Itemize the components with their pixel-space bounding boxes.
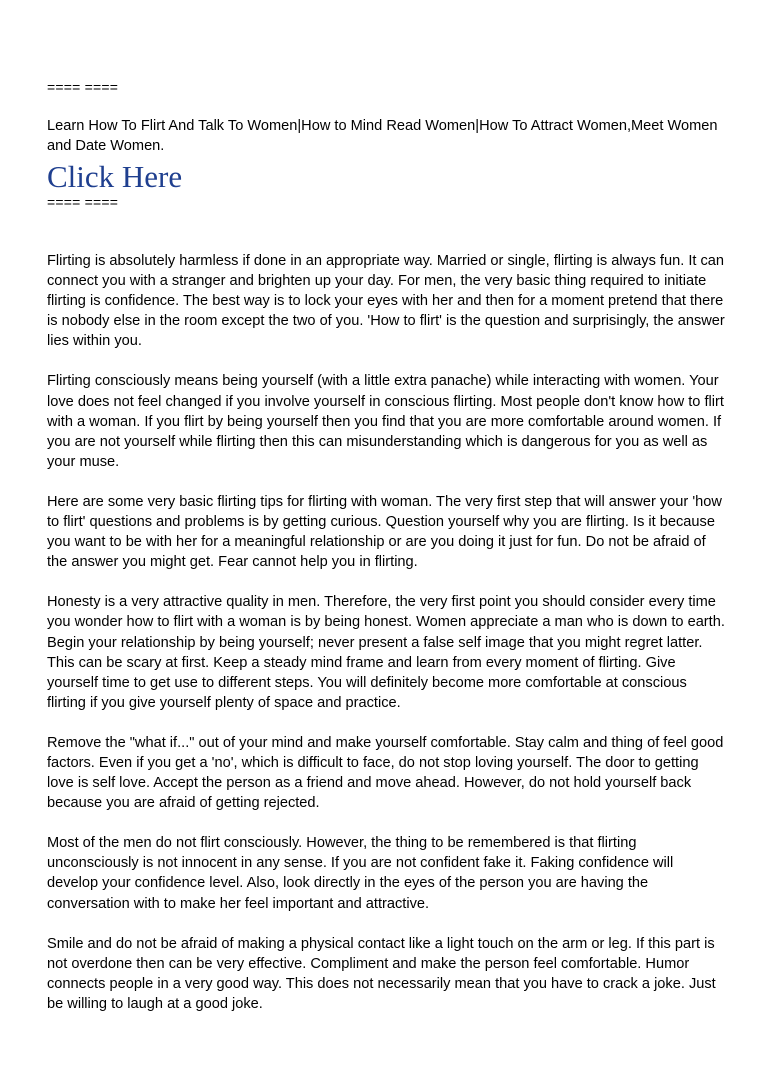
paragraph: Flirting consciously means being yourself (with a little extra panache) while interacting with women. Your love does not feel changed if you involve yourself in conscious flirting. Most people don't know how to flirt with a woman. If you flirt by being yourself then you find that you are more comfortable around women. If you are not yourself while flirting then this can misunderstanding which is dangerous for you as well as your muse. <box>47 373 724 470</box>
paragraph: Remove the "what if..." out of your mind and make yourself comfortable. Stay calm and thing of feel good factors. Even if you get a 'no', which is difficult to face, do not stop loving yourself. The door to getting love is self love. Accept the person as a friend and move ahead. However, do not hold yourself back because you are afraid of getting rejected. <box>47 734 724 812</box>
paragraph: Flirting is absolutely harmless if done in an appropriate way. Married or single, flirting is always fun. It can connect you with a stranger and brighten up your day. For men, the very basic thing required to initiate flirting is confidence. The best way is to lock your eyes with her and then for a moment pretend that there is nobody else in the room except the two of you. 'How to flirt' is the question and surprisingly, the answer lies within you. <box>47 253 725 350</box>
intro-text: Learn How To Flirt And Talk To Women|How to Mind Read Women|How To Attract Women,Meet Women and Date Women. <box>47 118 718 154</box>
click-here-link[interactable]: Click Here <box>47 159 183 194</box>
paragraph: Here are some very basic flirting tips for flirting with woman. The very first step that will answer your 'how to flirt' questions and problems is by getting curious. Question yourself why you are flirting. Is it because you want to be with her for a meaningful relationship or are you doing it just for fun. Do not be afraid of the answer you might get. Fear cannot help you in flirting. <box>47 493 722 571</box>
article-body <box>47 251 727 1014</box>
separator-top: ==== ==== <box>47 79 119 95</box>
paragraph: Most of the men do not flirt consciously. However, the thing to be remembered is that flirting unconsciously is not innocent in any sense. If you are not confident fake it. Faking confidence will develop your confidence level. Also, look directly in the eyes of the person you are having the conversation with to make her feel important and attractive. <box>47 835 674 912</box>
separator-bottom: ==== ==== <box>47 194 119 210</box>
paragraph: Honesty is a very attractive quality in men. Therefore, the very first point you should consider every time you wonder how to flirt with a woman is by being honest. Women appreciate a man who is down to earth. Begin your relationship by being yourself; never present a false self image that you might regret latter. This can be scary at first. Keep a steady mind frame and learn from every moment of flirting. Give yourself time to get use to different steps. You will definitely become more comfortable at conscious flirting if you give yourself plenty of space and practice. <box>47 594 725 711</box>
paragraph: Smile and do not be afraid of making a physical contact like a light touch on the arm or leg. If this part is not overdone then can be very effective. Compliment and make the person feel comfortable. Humor connects people in a very good way. This does not necessarily mean that you have to crack a joke. Just be willing to laugh at a good joke. <box>47 935 716 1012</box>
document-page <box>47 78 727 1034</box>
